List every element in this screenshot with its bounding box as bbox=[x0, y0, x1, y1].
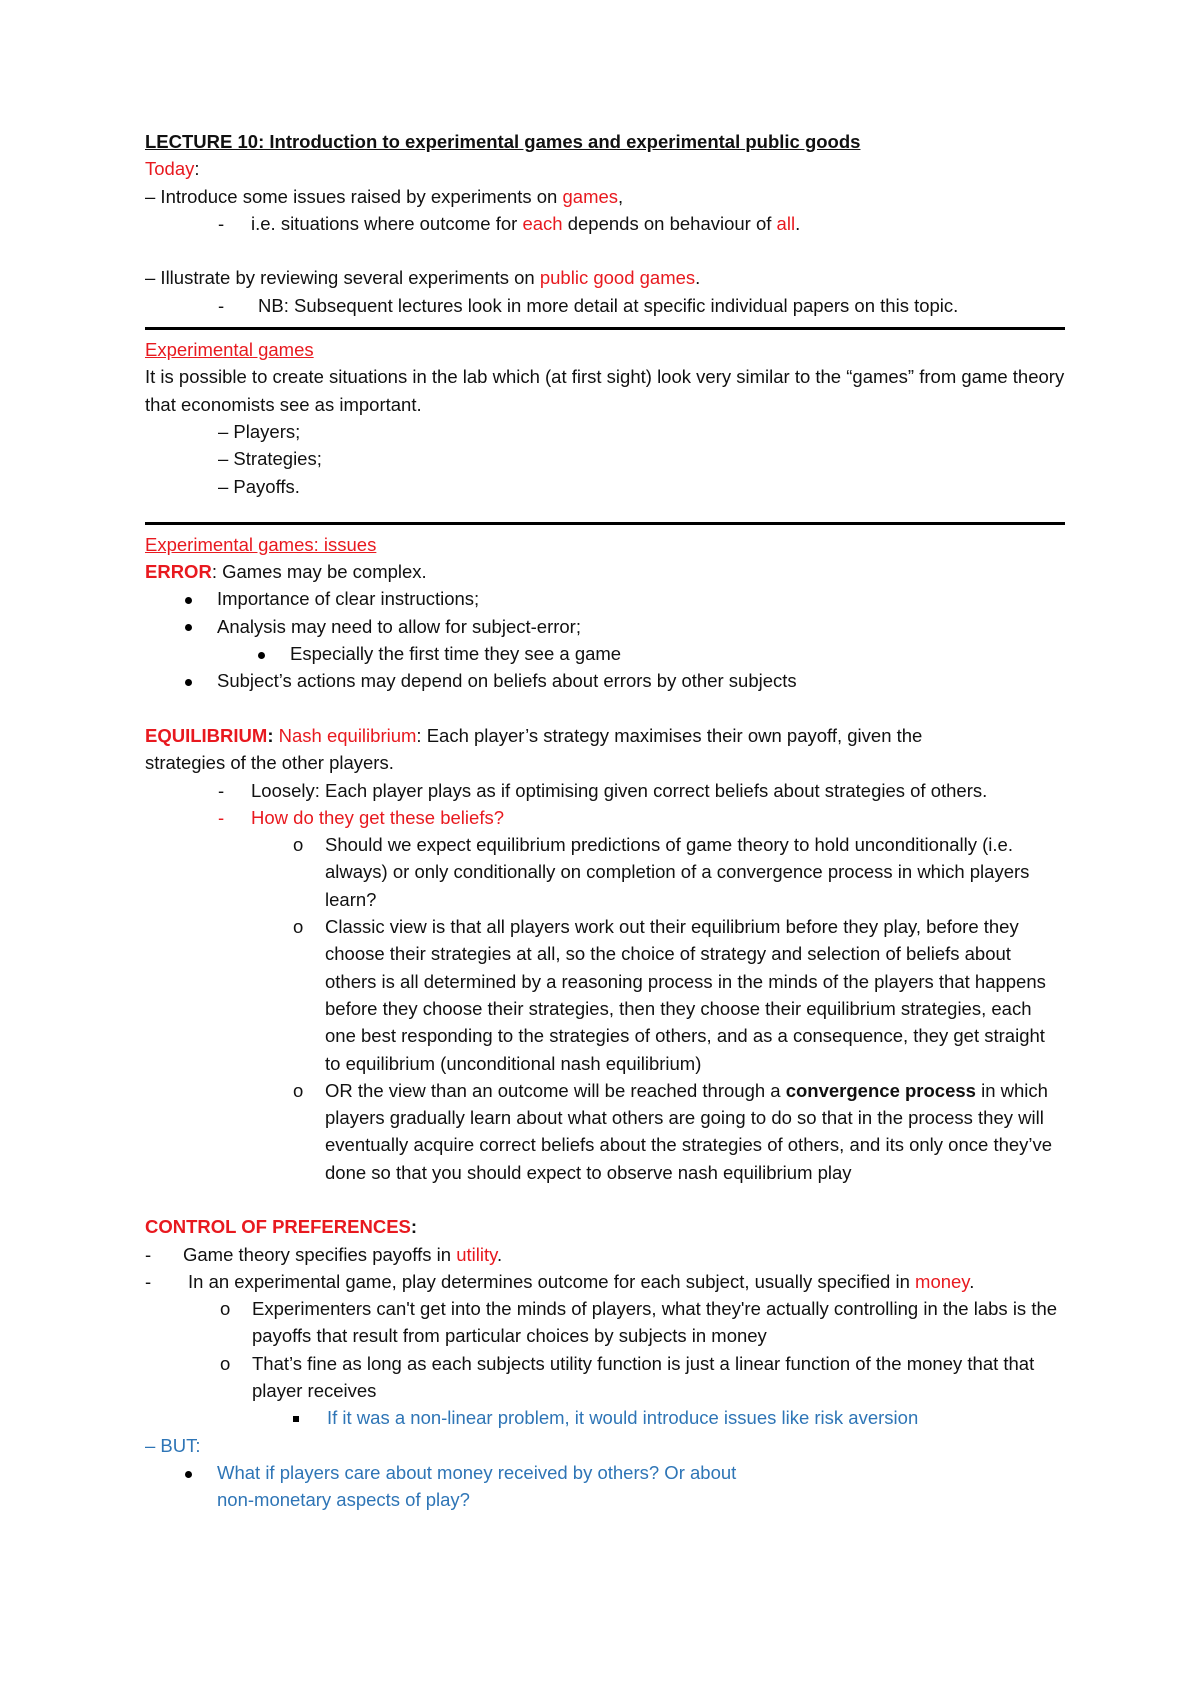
games-paragraph: It is possible to create situations in the lab which (at first sight) look very similar to the “games” from game theory that economists see as important. bbox=[145, 366, 1065, 415]
sub-item: o Should we expect equilibrium predictions of game theory to hold unconditionally (i.e. always) or only conditionally on completion of a convergence process in which players learn? bbox=[293, 834, 1030, 910]
document-page bbox=[145, 128, 1065, 1514]
today-line: Today: bbox=[145, 158, 200, 180]
error-line: ERROR: Games may be complex. bbox=[145, 561, 427, 583]
section-heading-experimental-games: Experimental games bbox=[145, 339, 314, 361]
intro-line-3: – Illustrate by reviewing several experiments on public good games. bbox=[145, 267, 701, 289]
sub-item: o That’s fine as long as each subjects utility function is just a linear function of the money that that player receives bbox=[220, 1352, 1035, 1402]
list-item: – Strategies; bbox=[218, 448, 322, 470]
intro-line-1: – Introduce some issues raised by experiments on games, bbox=[145, 185, 624, 207]
bullet-dot bbox=[185, 679, 192, 686]
bullet-dot bbox=[185, 624, 192, 631]
section-heading-issues: Experimental games: issues bbox=[145, 533, 377, 555]
bullet-dot bbox=[185, 597, 192, 604]
intro-line-2: - i.e. situations where outcome for each depends on behaviour of all. bbox=[218, 212, 801, 234]
but-line: – BUT: bbox=[145, 1434, 201, 1456]
list-item: – Payoffs. bbox=[218, 475, 300, 497]
sub-item: o Classic view is that all players work out their equilibrium before they play, before they choose their strategies at all, so the choice of strategy and selection of beliefs about others is all determined by a reasoning process in the minds of the players that happens before they choose their strategies, then they choose their equilibrium strategies, each one best responding to the strategies of others, and as a consequence, they get straight to equilibrium (unconditional nash equilibrium) bbox=[293, 916, 1046, 1074]
square-bullet bbox=[293, 1416, 299, 1422]
bullet-item: What if players care about money received by others? Or about bbox=[145, 1459, 1065, 1486]
intro-line-4: - NB: Subsequent lectures look in more detail at specific individual papers on this topic. bbox=[218, 294, 959, 316]
error-label: ERROR bbox=[145, 561, 212, 583]
lecture-title: LECTURE 10: Introduction to experimental games and experimental public goods bbox=[145, 131, 861, 152]
control-label: CONTROL OF PREFERENCES bbox=[145, 1216, 411, 1238]
dash-item: - Loosely: Each player plays as if optimising given correct beliefs about strategies of others. bbox=[218, 779, 988, 801]
sub-sub-item: If it was a non-linear problem, it would introduce issues like risk aversion bbox=[145, 1404, 1065, 1431]
dash-item: - Game theory specifies payoffs in utility. bbox=[145, 1243, 503, 1265]
control-of-preferences-line: CONTROL OF PREFERENCES: bbox=[145, 1216, 418, 1238]
equilibrium-label: EQUILIBRIUM bbox=[145, 724, 268, 746]
bullet-item: Importance of clear instructions; bbox=[145, 585, 1065, 612]
sub-item: o OR the view than an outcome will be reached through a convergence process in which players gradually learn about what others are going to do so that in the process they will eventually acquire correct beliefs about the strategies of others, and its only once they’ve done so that you should expect to observe nash equilibrium play bbox=[293, 1079, 1053, 1183]
section-divider bbox=[145, 522, 1065, 525]
section-divider bbox=[145, 327, 1065, 330]
list-item: – Players; bbox=[218, 420, 301, 442]
bullet-item: Analysis may need to allow for subject-error; bbox=[145, 613, 1065, 640]
bullet-dot bbox=[185, 1471, 192, 1478]
dash-item: - In an experimental game, play determines outcome for each subject, usually specified in money. bbox=[145, 1270, 975, 1292]
dash-item: - How do they get these beliefs? bbox=[218, 806, 504, 828]
bullet-continuation: non-monetary aspects of play? bbox=[217, 1489, 470, 1511]
bullet-item: Subject’s actions may depend on beliefs about errors by other subjects bbox=[145, 667, 1065, 694]
bullet-dot bbox=[258, 652, 265, 659]
equilibrium-paragraph: EQUILIBRIUM: Nash equilibrium: Each player’s strategy maximises their own payoff, given the strategies of the other players. bbox=[145, 724, 923, 774]
bullet-item: Especially the first time they see a game bbox=[145, 640, 1065, 667]
today-label: Today bbox=[145, 158, 195, 180]
sub-item: o Experimenters can't get into the minds of players, what they're actually controlling in the labs is the payoffs that result from particular choices by subjects in money bbox=[220, 1298, 1058, 1347]
